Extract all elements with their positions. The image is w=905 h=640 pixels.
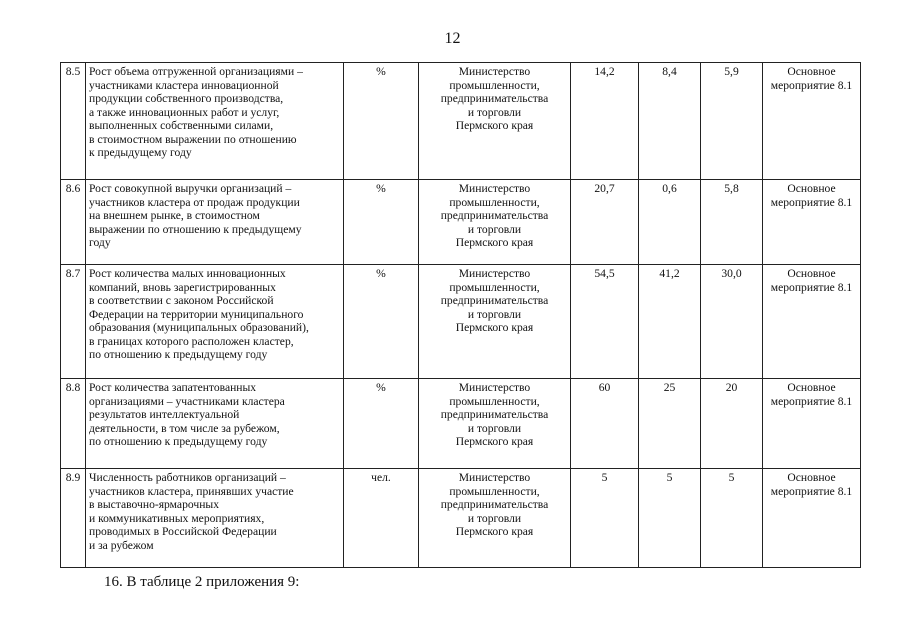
indicator-description-line: участников кластера, принявших участие bbox=[89, 484, 294, 498]
indicator-description-line: участников кластера от продаж продукции bbox=[89, 195, 300, 209]
indicator-description bbox=[86, 180, 344, 265]
value-cell: 5,9 bbox=[701, 63, 763, 180]
indicator-description-line: Рост количества малых инновационных bbox=[89, 267, 286, 280]
indicator-description-line: Федерации на территории муниципального bbox=[89, 307, 304, 321]
indicator-description-line: результатов интеллектуальной bbox=[89, 408, 240, 421]
value-cell: 14,2 bbox=[571, 63, 639, 180]
activity-line: Основное bbox=[787, 471, 836, 484]
organization-line: предпринимательства bbox=[440, 209, 549, 222]
indicator-description-line: организациями – участниками кластера bbox=[89, 394, 285, 408]
activity-line: Основное bbox=[787, 381, 836, 394]
organization-line: и торговли bbox=[467, 105, 522, 119]
activity-cell bbox=[763, 379, 861, 469]
page-number: 12 bbox=[444, 30, 461, 47]
indicator-description bbox=[86, 63, 344, 180]
indicator-description-line: и за рубежом bbox=[89, 538, 154, 552]
organization-line: и торговли bbox=[467, 222, 522, 236]
value-cell: 25 bbox=[639, 379, 701, 469]
value-cell: 20 bbox=[701, 379, 763, 469]
responsible-organization bbox=[419, 63, 571, 180]
responsible-organization bbox=[419, 265, 571, 379]
value-cell: 30,0 bbox=[701, 265, 763, 379]
organization-line: Министерство bbox=[458, 182, 531, 195]
indicator-description-line: и коммуникативных мероприятиях, bbox=[89, 511, 265, 525]
value-cell: 20,7 bbox=[571, 180, 639, 265]
organization-line: промышленности, bbox=[449, 280, 540, 294]
value-cell: 5 bbox=[639, 469, 701, 568]
indicator-description-line: деятельности, в том числе за рубежом, bbox=[89, 421, 280, 435]
table-row bbox=[61, 265, 861, 379]
activity-line: Основное bbox=[787, 65, 836, 78]
indicator-description-line: а также инновационных работ и услуг, bbox=[89, 105, 280, 119]
indicator-description-line: на внешнем рынке, в стоимостном bbox=[89, 209, 260, 222]
organization-line: предпринимательства bbox=[440, 408, 549, 421]
indicator-description-line: к предыдущему году bbox=[89, 146, 192, 159]
activity-line: Основное bbox=[787, 267, 836, 280]
responsible-organization bbox=[419, 180, 571, 265]
table-row bbox=[61, 180, 861, 265]
indicator-description bbox=[86, 379, 344, 469]
organization-line: промышленности, bbox=[449, 484, 540, 498]
row-number: 8.5 bbox=[61, 63, 86, 180]
indicator-description-line: Рост объема отгруженной организациями – bbox=[89, 65, 303, 78]
indicator-description bbox=[86, 265, 344, 379]
unit-cell: чел. bbox=[344, 469, 419, 568]
value-cell: 5 bbox=[701, 469, 763, 568]
organization-line: предпринимательства bbox=[440, 498, 549, 511]
footer-note: 16. В таблице 2 приложения 9: bbox=[104, 574, 300, 590]
indicator-description-line: образования (муниципальных образований), bbox=[89, 321, 309, 334]
organization-line: Пермского края bbox=[455, 435, 534, 448]
organization-line: и торговли bbox=[467, 511, 522, 525]
activity-cell bbox=[763, 469, 861, 568]
row-number: 8.8 bbox=[61, 379, 86, 469]
indicator-description-line: Рост количества запатентованных bbox=[89, 381, 257, 394]
activity-cell bbox=[763, 265, 861, 379]
unit-cell: % bbox=[344, 180, 419, 265]
indicator-description-line: участниками кластера инновационной bbox=[89, 78, 279, 92]
indicator-description-line: Рост совокупной выручки организаций – bbox=[89, 182, 292, 195]
unit-cell: % bbox=[344, 265, 419, 379]
organization-line: предпринимательства bbox=[440, 92, 549, 105]
indicator-description-line: выполненных собственными силами, bbox=[89, 119, 274, 132]
indicator-description-line: проводимых в Российской Федерации bbox=[89, 525, 277, 538]
indicator-description-line: по отношению к предыдущему году bbox=[89, 435, 268, 448]
activity-line: мероприятие 8.1 bbox=[770, 280, 853, 294]
activity-line: мероприятие 8.1 bbox=[770, 78, 853, 92]
organization-line: промышленности, bbox=[449, 394, 540, 408]
indicator-description-line: в соответствии с законом Российской bbox=[89, 294, 274, 307]
table-row bbox=[61, 63, 861, 180]
indicator-description-line: по отношению к предыдущему году bbox=[89, 348, 268, 361]
table-row bbox=[61, 469, 861, 568]
indicator-description-line: году bbox=[89, 236, 111, 249]
activity-line: Основное bbox=[787, 182, 836, 195]
row-number: 8.9 bbox=[61, 469, 86, 568]
organization-line: Министерство bbox=[458, 65, 531, 78]
activity-cell bbox=[763, 63, 861, 180]
organization-line: промышленности, bbox=[449, 78, 540, 92]
indicator-description-line: выражении по отношению к предыдущему bbox=[89, 222, 302, 236]
organization-line: и торговли bbox=[467, 421, 522, 435]
responsible-organization bbox=[419, 379, 571, 469]
organization-line: предпринимательства bbox=[440, 294, 549, 307]
organization-line: Пермского края bbox=[455, 119, 534, 132]
unit-cell: % bbox=[344, 63, 419, 180]
activity-cell bbox=[763, 180, 861, 265]
organization-line: Министерство bbox=[458, 267, 531, 280]
indicator-description-line: компаний, вновь зарегистрированных bbox=[89, 280, 276, 294]
value-cell: 0,6 bbox=[639, 180, 701, 265]
organization-line: Министерство bbox=[458, 471, 531, 484]
organization-line: и торговли bbox=[467, 307, 522, 321]
row-number: 8.6 bbox=[61, 180, 86, 265]
organization-line: Министерство bbox=[458, 381, 531, 394]
indicators-table bbox=[60, 62, 861, 568]
activity-line: мероприятие 8.1 bbox=[770, 484, 853, 498]
organization-line: Пермского края bbox=[455, 236, 534, 249]
organization-line: Пермского края bbox=[455, 525, 534, 538]
value-cell: 41,2 bbox=[639, 265, 701, 379]
organization-line: Пермского края bbox=[455, 321, 534, 334]
activity-line: мероприятие 8.1 bbox=[770, 394, 853, 408]
row-number: 8.7 bbox=[61, 265, 86, 379]
indicator-description-line: Численность работников организаций – bbox=[89, 471, 286, 484]
responsible-organization bbox=[419, 469, 571, 568]
indicator-description-line: в выставочно-ярмарочных bbox=[89, 498, 219, 511]
value-cell: 5 bbox=[571, 469, 639, 568]
value-cell: 60 bbox=[571, 379, 639, 469]
value-cell: 8,4 bbox=[639, 63, 701, 180]
activity-line: мероприятие 8.1 bbox=[770, 195, 853, 209]
unit-cell: % bbox=[344, 379, 419, 469]
value-cell: 54,5 bbox=[571, 265, 639, 379]
organization-line: промышленности, bbox=[449, 195, 540, 209]
indicator-description-line: в границах которого расположен кластер, bbox=[89, 334, 294, 348]
indicator-description bbox=[86, 469, 344, 568]
table-row bbox=[61, 379, 861, 469]
value-cell: 5,8 bbox=[701, 180, 763, 265]
indicator-description-line: в стоимостном выражении по отношению bbox=[89, 132, 297, 146]
indicator-description-line: продукции собственного производства, bbox=[89, 92, 284, 105]
